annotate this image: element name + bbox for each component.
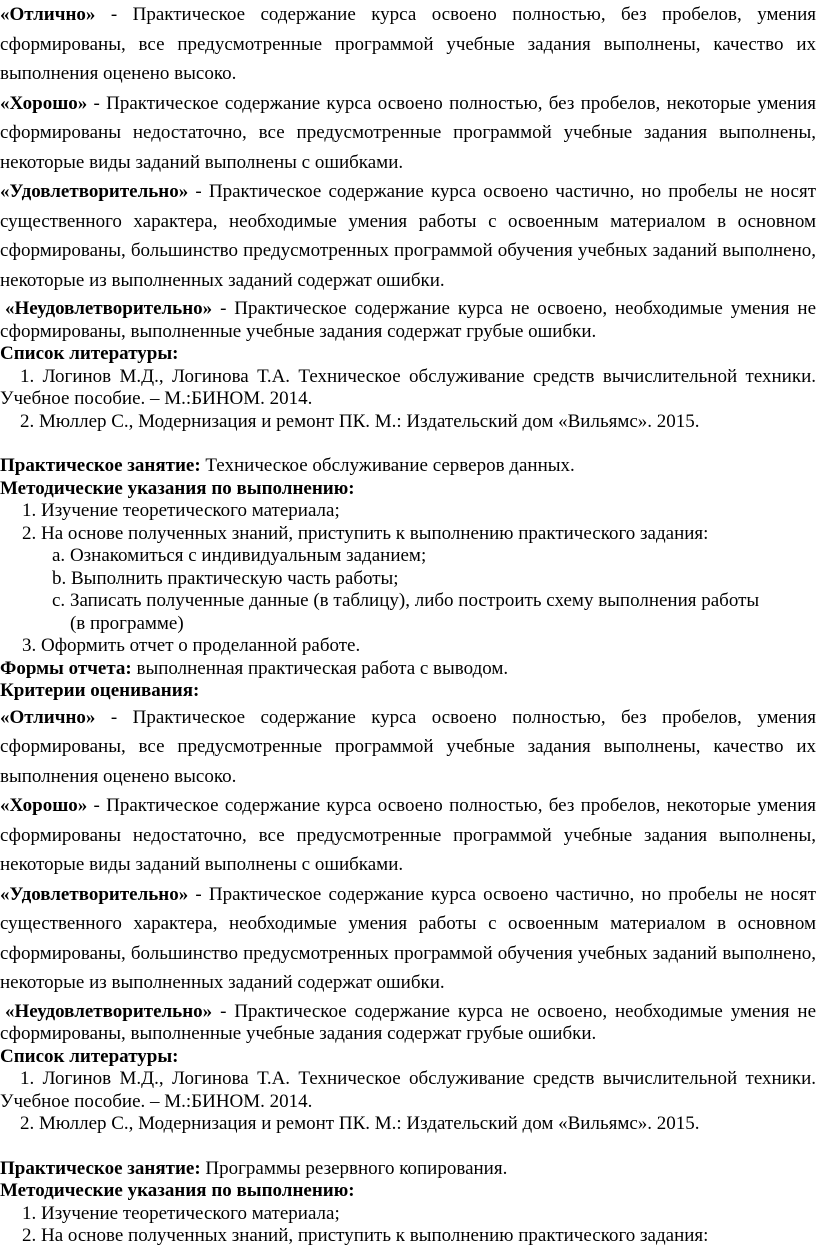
list-number: 2.	[20, 1113, 35, 1134]
spacer	[0, 433, 816, 455]
grade-text: - Практическое содержание курса освоено полностью, без пробелов, некоторые умения сформированы недостаточно, все предусмотренные программой учебные задания выполнены, некоторые виды заданий выполнены с ошибками.	[0, 92, 816, 173]
grade-good	[0, 89, 816, 178]
grade-title: «Отлично»	[0, 706, 96, 728]
grade-excellent	[0, 0, 816, 89]
spacer	[0, 1136, 816, 1158]
list-text: Оформить отчет о проделанной работе.	[41, 635, 361, 656]
report-text: выполненная практическая работа с выводом.	[131, 657, 509, 679]
list-number: 1.	[22, 1202, 37, 1224]
grade-good	[0, 791, 816, 880]
literature-item	[0, 411, 816, 434]
list-number: 1.	[20, 365, 35, 387]
literature-heading: Список литературы:	[0, 343, 179, 364]
grade-title: «Неудовлетворительно»	[5, 1000, 213, 1022]
list-text: Ознакомиться с индивидуальным заданием;	[69, 545, 427, 566]
literature-text: Мюллер С., Модернизация и ремонт ПК. М.: Издательский дом «Вильямс». 2015.	[39, 410, 700, 432]
grade-text: - Практическое содержание курса освоено полностью, без пробелов, умения сформированы, все предусмотренные программой учебные задания выполнены, качество их выполнения оценено высоко.	[0, 4, 816, 84]
list-text: Записать полученные данные (в таблицу), либо построить схему выполнения работы (в программе)	[69, 590, 760, 634]
list-number: 3.	[22, 635, 37, 656]
list-number: 1.	[20, 1068, 35, 1089]
grade-text: - Практическое содержание курса освоено полностью, без пробелов, умения сформированы, все предусмотренные программой учебные задания выполнены, качество их выполнения оценено высоко.	[0, 706, 816, 787]
list-item	[0, 1225, 816, 1248]
literature-text: Логинов М.Д., Логинова Т.А. Техническое обслуживание средств вычислительной техники. Учебное пособие. – М.:БИНОМ. 2014.	[0, 365, 816, 409]
grade-text: - Практическое содержание курса освоено полностью, без пробелов, некоторые умения сформированы недостаточно, все предусмотренные программой учебные задания выполнены, некоторые виды заданий выполнены с ошибками.	[0, 795, 816, 875]
list-item	[0, 635, 816, 658]
list-number: 2.	[22, 522, 37, 544]
list-text: Выполнить практическую часть работы;	[71, 567, 399, 589]
lesson-heading	[0, 1158, 816, 1181]
report-form	[0, 658, 816, 681]
list-item	[0, 523, 816, 546]
grade-unsatisfactory	[0, 298, 816, 343]
list-text: Изучение теоретического материала;	[41, 1202, 340, 1224]
list-number: 2.	[22, 1225, 37, 1246]
grade-title: «Хорошо»	[0, 795, 88, 816]
list-item	[0, 500, 816, 523]
grade-satisfactory	[0, 880, 816, 998]
list-item	[0, 1203, 816, 1226]
grade-satisfactory	[0, 177, 816, 295]
list-number: 1.	[22, 500, 37, 521]
lesson-label: Практическое занятие:	[0, 455, 201, 476]
literature-text: Мюллер С., Модернизация и ремонт ПК. М.: Издательский дом «Вильямс». 2015.	[39, 1113, 700, 1134]
list-text: На основе полученных знаний, приступить к выполнению практического задания:	[41, 522, 709, 544]
grade-title: «Неудовлетворительно»	[5, 298, 213, 319]
list-number: 2.	[20, 410, 35, 432]
literature-item	[0, 1068, 816, 1113]
literature-item	[0, 366, 816, 411]
list-item	[0, 568, 816, 591]
grade-text: - Практическое содержание курса не освоено, необходимые умения не сформированы, выполненные учебные задания содержат грубые ошибки.	[0, 1000, 816, 1044]
lesson-label: Практическое занятие:	[0, 1157, 201, 1179]
list-item	[0, 545, 816, 568]
criteria-heading: Критерии оценивания:	[0, 680, 200, 701]
list-text: Изучение теоретического материала;	[41, 500, 340, 521]
grade-excellent	[0, 703, 816, 792]
method-heading: Методические указания по выполнению:	[0, 1180, 355, 1201]
literature-heading: Список литературы:	[0, 1045, 179, 1067]
grade-title: «Удовлетворительно»	[0, 883, 189, 905]
grade-unsatisfactory	[0, 1001, 816, 1046]
list-text: На основе полученных знаний, приступить к выполнению практического задания:	[41, 1225, 709, 1246]
grade-text: - Практическое содержание курса освоено частично, но пробелы не носят существенного характера, необходимые умения работы с освоенным материалом в основном сформированы, большинство предусмотренных программой обучения учебных заданий выполнено, некоторые из выполненных заданий содержат ошибки.	[0, 883, 816, 993]
grade-title: «Отлично»	[0, 4, 96, 25]
list-number: a.	[52, 545, 66, 566]
report-label: Формы отчета:	[0, 657, 132, 679]
grade-text: - Практическое содержание курса не освоено, необходимые умения не сформированы, выполненные учебные задания содержат грубые ошибки.	[0, 298, 816, 342]
lesson-title: Техническое обслуживание серверов данных.	[200, 455, 575, 476]
literature-text: Логинов М.Д., Логинова Т.А. Техническое обслуживание средств вычислительной техники. Учебное пособие. – М.:БИНОМ. 2014.	[0, 1068, 816, 1112]
lesson-heading	[0, 455, 816, 478]
list-number: b.	[52, 567, 67, 589]
literature-item	[0, 1113, 816, 1136]
grade-title: «Удовлетворительно»	[0, 181, 189, 202]
grade-text: - Практическое содержание курса освоено частично, но пробелы не носят существенного характера, необходимые умения работы с освоенным материалом в основном сформированы, большинство предусмотренных программой обучения учебных заданий выполнено, некоторые из выполненных заданий содержат ошибки.	[0, 181, 816, 291]
grade-title: «Хорошо»	[0, 92, 88, 114]
lesson-title: Программы резервного копирования.	[200, 1157, 508, 1179]
list-item	[0, 590, 816, 635]
list-number: c.	[52, 590, 66, 611]
method-heading: Методические указания по выполнению:	[0, 477, 355, 499]
